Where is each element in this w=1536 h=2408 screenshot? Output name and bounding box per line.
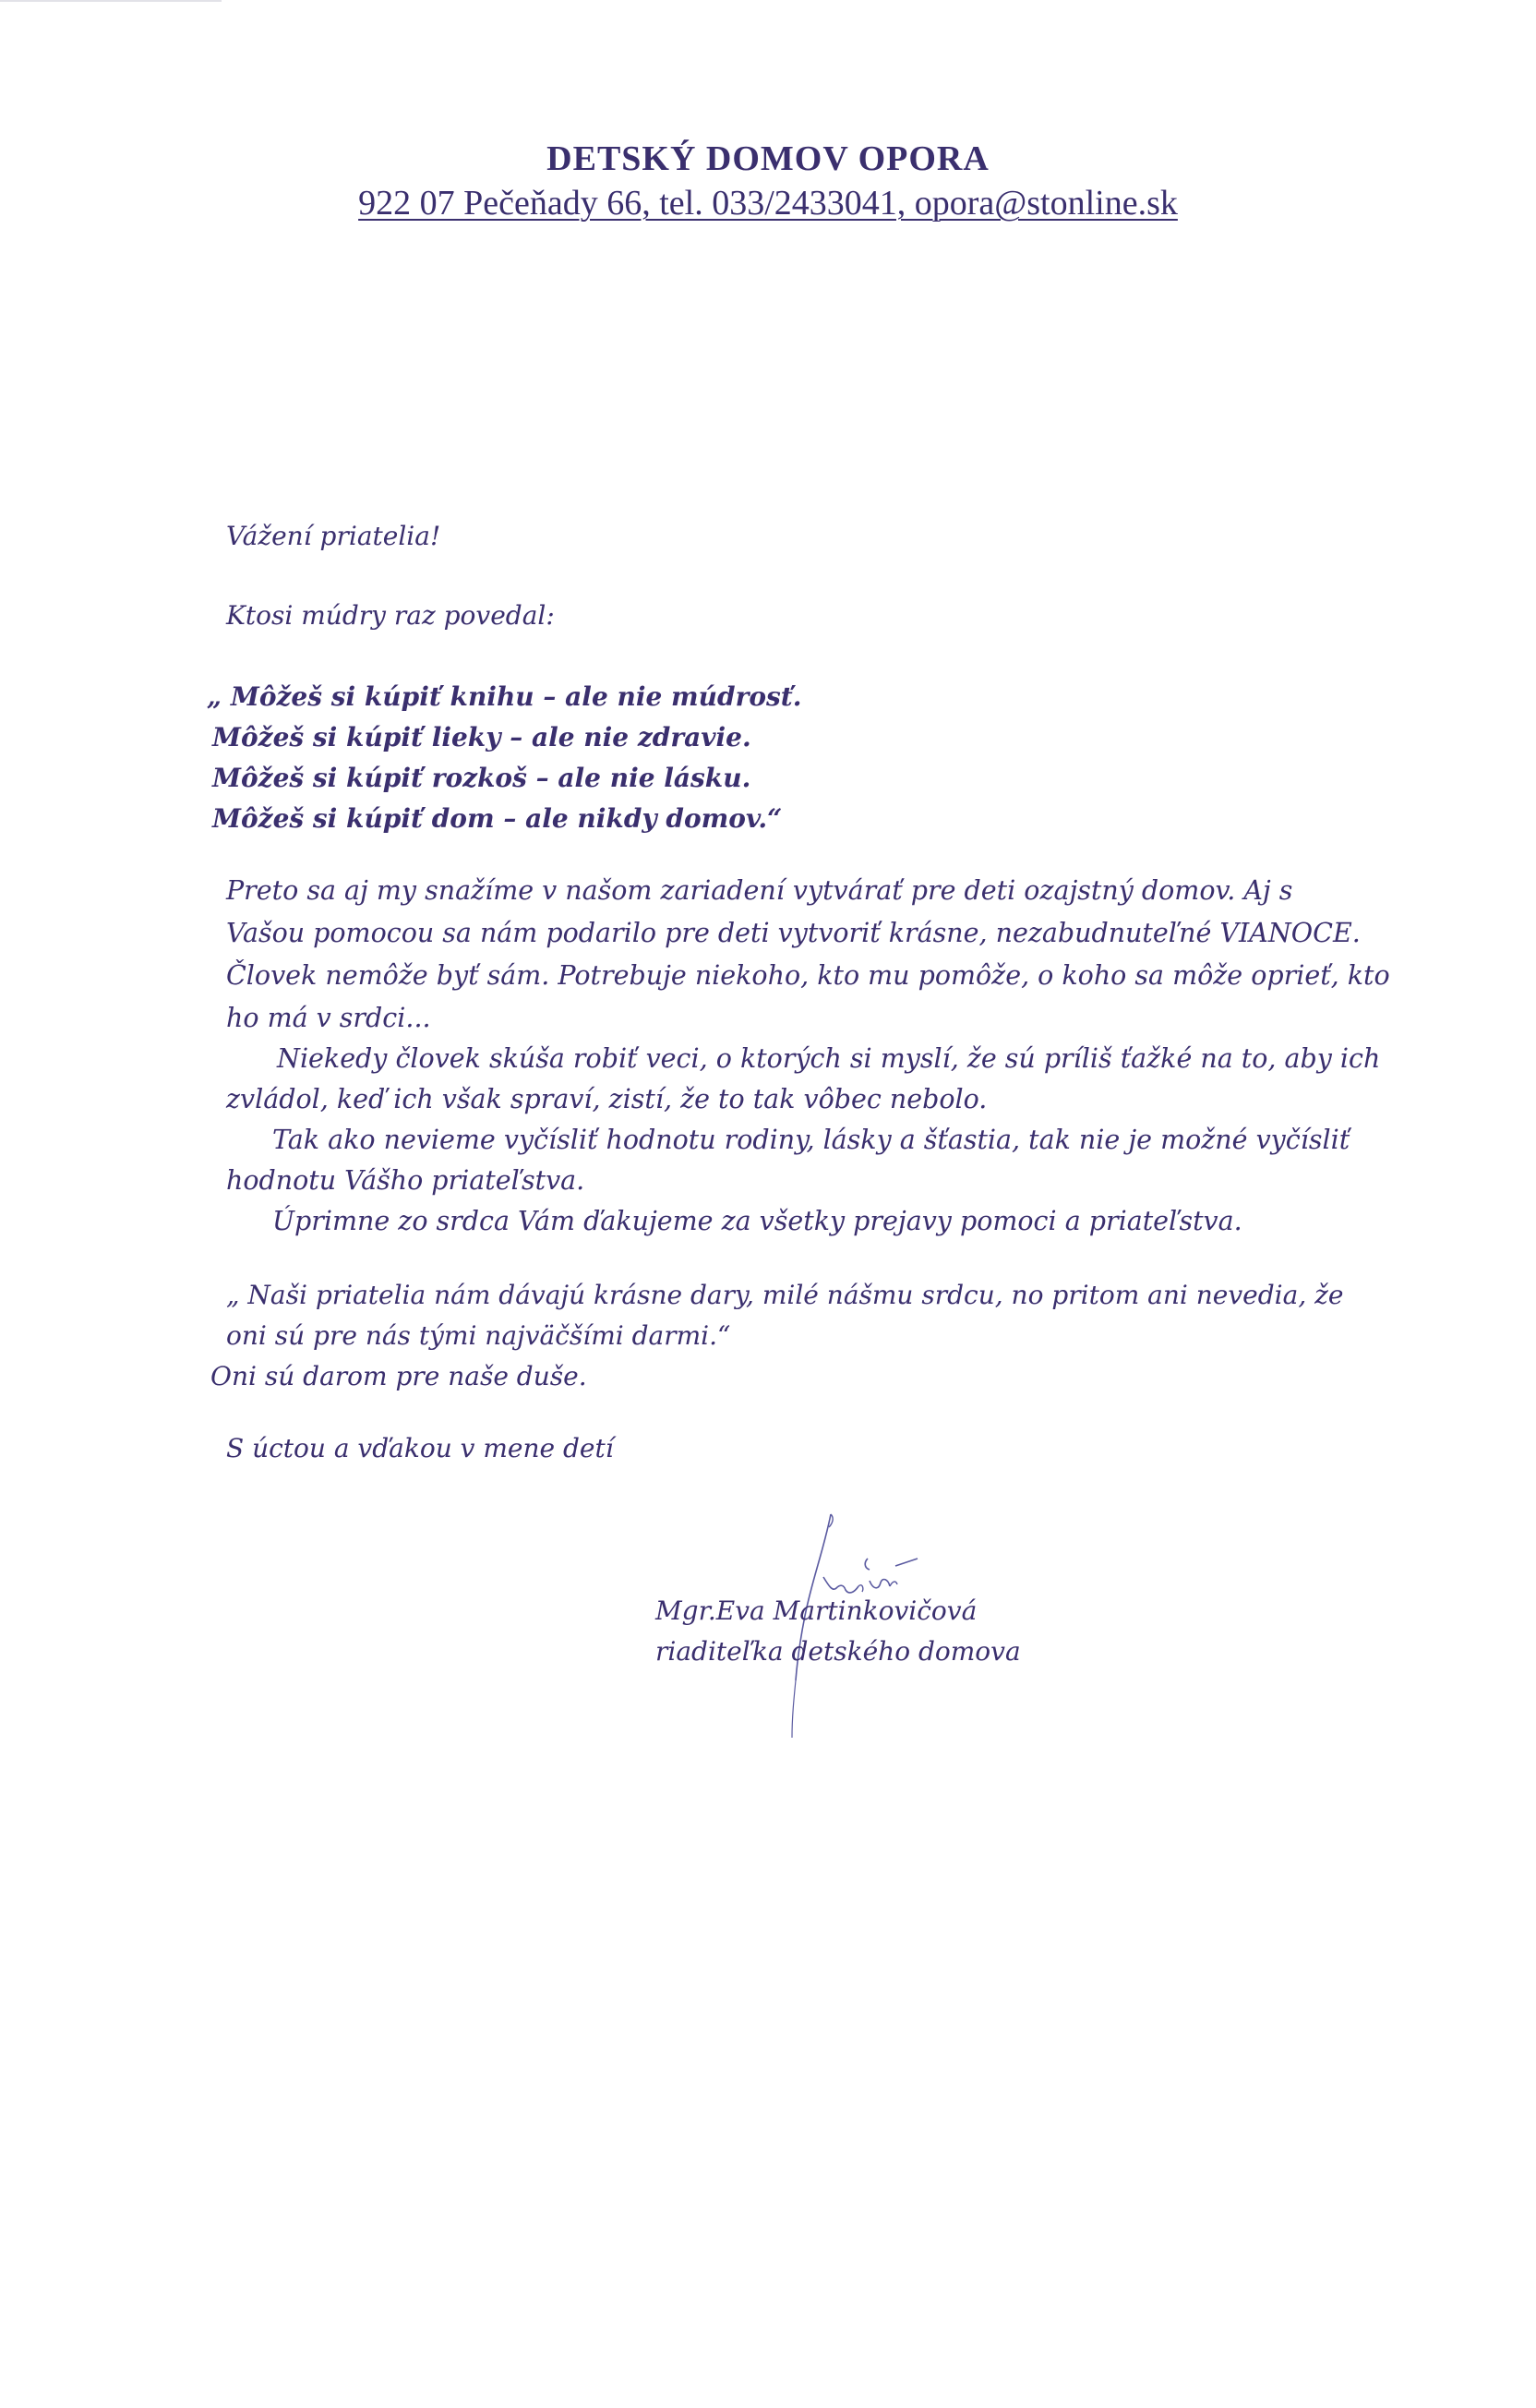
quote-line: Môžeš si kúpiť lieky – ale nie zdravie. bbox=[212, 722, 751, 752]
closing-line: S úctou a vďakou v mene detí bbox=[226, 1433, 614, 1463]
signatory-name: Mgr.Eva Martinkovičová bbox=[655, 1595, 978, 1626]
paragraph-line: Úprimne zo srdca Vám ďakujeme za všetky prejavy pomoci a priateľstva. bbox=[272, 1206, 1242, 1236]
paragraph-line: zvládol, keď ich však spraví, zistí, že to tak vôbec nebolo. bbox=[226, 1084, 988, 1114]
paragraph-line: Niekedy človek skúša robiť veci, o ktorých si myslí, že sú príliš ťažké na to, aby ich bbox=[277, 1043, 1381, 1074]
friends-quote-line: „ Naši priatelia nám dávajú krásne dary, milé nášmu srdcu, no pritom ani nevedia, že bbox=[226, 1280, 1344, 1310]
quote-line: Môžeš si kúpiť rozkoš – ale nie lásku. bbox=[212, 763, 751, 793]
paragraph-line: Človek nemôže byť sám. Potrebuje niekoho, kto mu pomôže, o koho sa môže oprieť, kto bbox=[226, 960, 1390, 991]
quote-line: „ Môžeš si kúpiť knihu – ale nie múdrosť. bbox=[207, 681, 802, 712]
signatory-title: riaditeľka detského domova bbox=[655, 1636, 1021, 1667]
paragraph-line: Preto sa aj my snažíme v našom zariadení vytvárať pre deti ozajstný domov. Aj s bbox=[226, 875, 1293, 906]
paragraph-line: ho má v srdci... bbox=[226, 1003, 431, 1033]
paragraph-line: Vašou pomocou sa nám podarilo pre deti vytvoriť krásne, nezabudnuteľné VIANOCE. bbox=[226, 918, 1361, 948]
friends-quote-line: Oni sú darom pre naše duše. bbox=[210, 1361, 587, 1391]
friends-quote-line: oni sú pre nás tými najväčšími darmi.“ bbox=[226, 1320, 731, 1351]
paragraph-line: hodnotu Vášho priateľstva. bbox=[226, 1165, 585, 1196]
organization-name: DETSKÝ DOMOV OPORA bbox=[546, 139, 990, 178]
salutation: Vážení priatelia! bbox=[226, 521, 441, 551]
scan-edge-mark bbox=[0, 0, 222, 2]
paragraph-line: Tak ako nevieme vyčísliť hodnotu rodiny, lásky a šťastia, tak nie je možné vyčísliť bbox=[272, 1125, 1350, 1155]
intro-line: Ktosi múdry raz povedal: bbox=[226, 600, 555, 631]
organization-address: 922 07 Pečeňady 66, tel. 033/2433041, opora@stonline.sk bbox=[358, 184, 1178, 223]
quote-line: Môžeš si kúpiť dom – ale nikdy domov.“ bbox=[212, 803, 783, 834]
